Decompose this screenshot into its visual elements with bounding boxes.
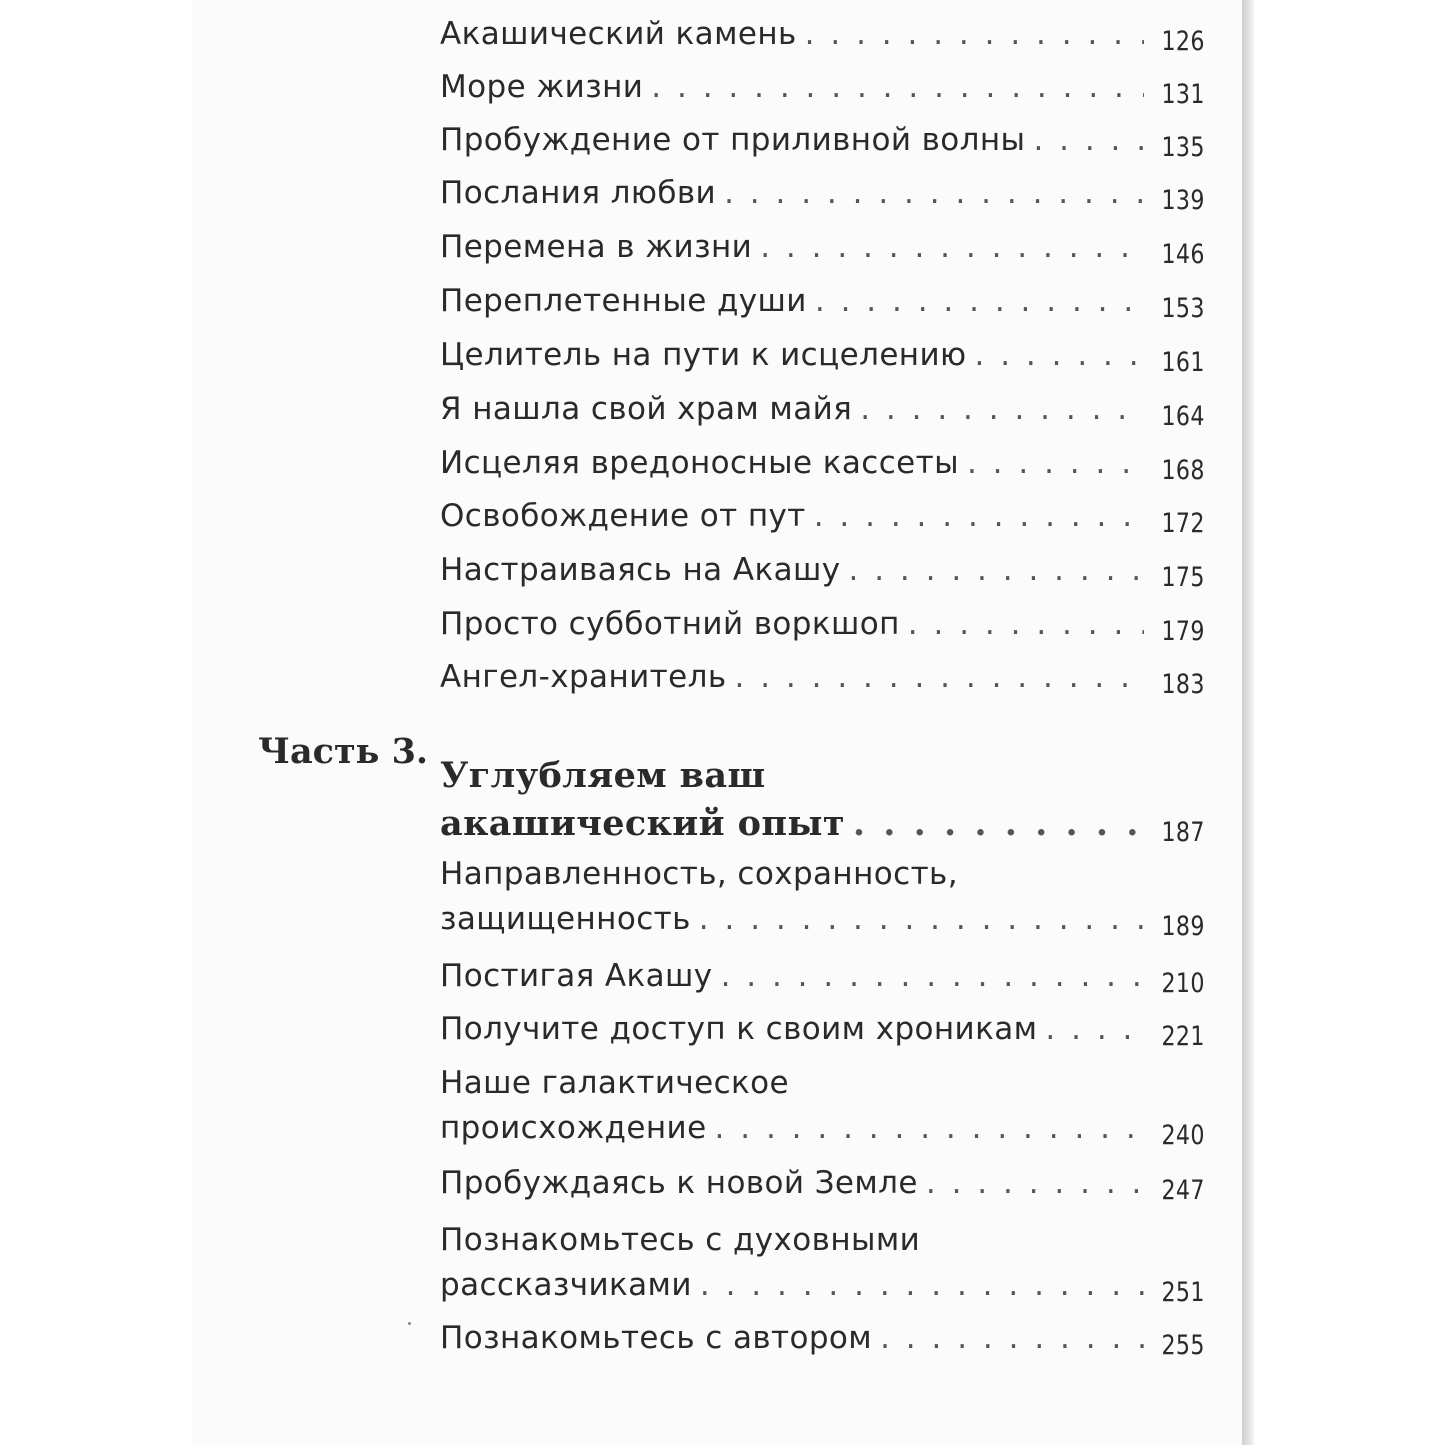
dot-leader: [908, 598, 1144, 651]
dot-leader: [860, 383, 1144, 436]
entry-title: Познакомьтесь с автором: [440, 1320, 873, 1356]
toc-entry: [440, 651, 1205, 705]
entry-page: 221: [1161, 1021, 1205, 1052]
dot-leader: [734, 651, 1144, 704]
part-title-line: Углубляем ваш: [440, 755, 766, 796]
entry-title: Настраиваясь на Акашу: [440, 552, 841, 588]
entry-title: Исцеляя вредоносные кассеты: [440, 445, 959, 481]
dot-leader: [760, 221, 1144, 274]
toc-entry: [440, 114, 1205, 168]
entry-title: защищенность: [440, 901, 691, 937]
entry-title: Акашический камень: [440, 16, 797, 52]
entry-title: Ангел-хранитель: [440, 659, 727, 695]
entry-title: происхождение: [440, 1110, 707, 1146]
entry-page: 153: [1161, 293, 1205, 324]
entry-page: 255: [1161, 1330, 1205, 1361]
toc-entry: [440, 329, 1205, 383]
toc-entry: [440, 221, 1205, 275]
dot-leader: [814, 490, 1145, 543]
dot-leader: [715, 1105, 1145, 1151]
toc-entry: [440, 1218, 1205, 1310]
toc-entry: [440, 852, 1205, 944]
page-edge-shadow: [1242, 0, 1254, 1445]
entry-title-line: Направленность, сохранность,: [440, 856, 958, 892]
entry-title: Постигая Акашу: [440, 958, 713, 994]
entry-page: 187: [1161, 817, 1205, 848]
part-label: Часть 3.: [258, 731, 429, 772]
dot-leader: [700, 1262, 1144, 1308]
dot-leader: [815, 275, 1144, 328]
toc-entry: [440, 437, 1205, 491]
dot-leader: [1045, 1003, 1144, 1056]
entry-page: 240: [1161, 1120, 1205, 1151]
entry-page: 179: [1161, 616, 1205, 647]
entry-title: Перемена в жизни: [440, 229, 753, 265]
dot-leader: [699, 896, 1144, 942]
entry-title: Пробуждение от приливной волны: [440, 122, 1026, 158]
dot-leader: [721, 950, 1145, 1003]
toc-entry: [440, 1061, 1205, 1153]
entry-title: Переплетенные души: [440, 283, 807, 319]
entry-page: 135: [1161, 132, 1205, 163]
entry-title: Послания любви: [440, 175, 717, 211]
entry-page: 172: [1161, 508, 1205, 539]
entry-page: 146: [1161, 239, 1205, 270]
dot-leader: [926, 1157, 1144, 1210]
entry-page: 164: [1161, 401, 1205, 432]
dot-leader: [651, 61, 1144, 114]
dot-leader: [805, 8, 1145, 61]
entry-title: Просто субботний воркшоп: [440, 606, 900, 642]
entry-title: Освобождение от пут: [440, 498, 806, 534]
entry-page: 168: [1161, 455, 1205, 486]
toc-entry: [440, 490, 1205, 544]
entry-page: 175: [1161, 562, 1205, 593]
toc-entry: [440, 950, 1205, 1004]
entry-page: 126: [1161, 26, 1205, 57]
entry-title: Я нашла свой храм майя: [440, 391, 853, 427]
entry-title: Море жизни: [440, 69, 644, 105]
entry-page: 161: [1161, 347, 1205, 378]
entry-page: 247: [1161, 1175, 1205, 1206]
toc-entry: [440, 167, 1205, 221]
entry-page: 189: [1161, 911, 1205, 942]
entry-title: Получите доступ к своим хроникам: [440, 1011, 1038, 1047]
toc-entry: [440, 383, 1205, 437]
toc-entry: [440, 598, 1205, 652]
entry-title: рассказчиками: [440, 1267, 692, 1303]
toc-entry: [440, 1312, 1205, 1366]
toc-entry: [440, 61, 1205, 115]
entry-title: Целитель на пути к исцелению: [440, 337, 967, 373]
toc-entry: [440, 275, 1205, 329]
entry-title-line: Наше галактическое: [440, 1065, 790, 1101]
toc-entry: [440, 8, 1205, 62]
dot-leader: [975, 329, 1145, 382]
part-title: [440, 752, 1205, 851]
entry-page: 131: [1161, 79, 1205, 110]
ink-speck: [408, 1322, 411, 1325]
dot-leader: [853, 800, 1144, 848]
entry-page: 251: [1161, 1277, 1205, 1308]
dot-leader: [1033, 114, 1144, 167]
entry-title: Пробуждаясь к новой Земле: [440, 1165, 918, 1201]
toc-entry: [440, 1157, 1205, 1211]
toc-entry: [440, 1003, 1205, 1057]
entry-page: 139: [1161, 185, 1205, 216]
part-title-line: акашический опыт: [440, 803, 845, 844]
toc-entry: [440, 544, 1205, 598]
entry-page: 183: [1161, 669, 1205, 700]
entry-page: 210: [1161, 968, 1205, 999]
dot-leader: [880, 1312, 1144, 1365]
entry-title-line: Познакомьтесь с духовными: [440, 1222, 921, 1258]
dot-leader: [967, 437, 1144, 490]
dot-leader: [724, 167, 1144, 220]
dot-leader: [848, 544, 1144, 597]
